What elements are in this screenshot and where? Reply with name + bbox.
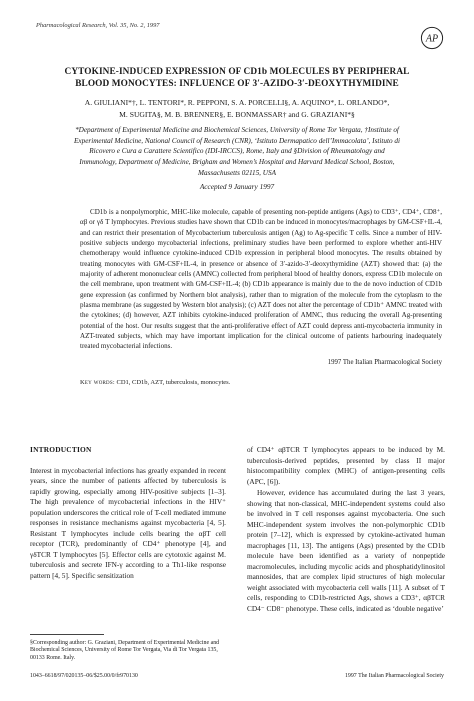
- authors-line-2: M. SUGITA§, M. B. BRENNER§, E. BONMASSAR† and G. GRAZIANI*§: [119, 109, 355, 119]
- affiliations: [34, 125, 440, 179]
- footer-code: 1043–6618/97/020135–06/$25.00/0/fr970130: [30, 673, 138, 679]
- affiliation-line-2: Experimental Medicine, National Council of Research (CNR), ‘Istituto Dermapatico dell’Immacolata’, Istituto di: [74, 136, 400, 145]
- abstract-copyright: 1997 The Italian Pharmacological Society: [327, 359, 442, 366]
- intro-paragraph-2: of CD4⁺ αβTCR T lymphocytes appears to be induced by M. tuberculosis-derived peptides, presented by class II major histocompatibility complex (MHC) of antigen-presenting cells (APC, [6]).: [247, 445, 445, 486]
- author-list: [30, 97, 444, 120]
- section-heading-introduction: INTRODUCTION: [30, 445, 92, 454]
- title-line-2: BLOOD MONOCYTES: INFLUENCE OF 3′-AZIDO-3′-DEOXYTHYMIDINE: [75, 78, 399, 89]
- affiliation-line-5: Massachusetts 02115, USA: [198, 168, 276, 177]
- publisher-logo-icon: [420, 26, 444, 50]
- corresponding-author-footnote: §Corresponding author: G. Graziani, Department of Experimental Medicine and Biochemical Sciences, University of Rome Tor Vergata, Via di Tor Vergata 135, 00133 Rome. Italy.: [30, 640, 220, 661]
- affiliation-line-3: Ricovero e Cura a Carattere Scientifico (IDI-IRCCS), Rome, Italy and §Division of Rheumatology and: [89, 147, 385, 156]
- journal-header: Pharmacological Research, Vol. 35, No. 2, 1997: [36, 22, 160, 29]
- title-line-1: CYTOKINE-INDUCED EXPRESSION OF CD1b MOLECULES BY PERIPHERAL: [64, 67, 410, 77]
- right-column: [247, 445, 445, 614]
- keywords-label: Key words:: [80, 379, 115, 386]
- keywords-list: CD1, CD1b, AZT, tuberculosis, monocytes.: [116, 379, 231, 386]
- accepted-date: Accepted 9 January 1997: [199, 182, 275, 191]
- affiliation-line-1: *Department of Experimental Medicine and Biochemical Sciences, University of Rome Tor Vergata, †Institute of: [75, 126, 399, 134]
- article-title: [30, 67, 444, 91]
- abstract-text: CD1b is a nonpolymorphic, MHC-like molecule, capable of presenting non-peptide antigens (Ags) to CD3⁺, CD4⁺, CD8⁺, αβ or γδ T lymphocytes. Previous studies have shown that CD1b can be induced in monocytes/macrophages by GM-CSF+IL-4, and can restrict their presentation of Mycobacterium tuberculosis antigen (Ag) to Ag-specific T cells. Since a number of HIV-positive subjects undergo mycobacterial infections, preliminary studies have been performed to explore whether anti-HIV chemotherapy would influence cytokine-induced CD1b expression in peripheral blood monocytes. The results obtained by treating monocytes with GM-CSF+IL-4, in presence or absence of 3′-azido-3′-deoxythymidine (AZT) showed that: (a) the majority of adherent mononuclear cells (AMNC) collected from peripheral blood of healthy donors, express CD1b molecule on the cell membrane, upon treatment with GM-CSF+IL-4; (b) CD1b appearance is mainly due to the de novo induction of CD1b gene expression (as confirmed by Northern blot analysis), rather than to migration of the molecule from the cytoplasm to the plasma membrane (as suggested by Western blot analysis); (c) AZT does not alter the percentage of CD1b⁺ AMNC treated with the cytokines; (d) however, AZT inhibits cytokine-induced proliferation of AMNC, thus reducing the overall Ag-presenting potential of the host. Our results suggest that the anti-proliferative effect of AZT could depress anti-mycobacteria immunity in AZT-treated subjects, which may have important implication for the clinical outcome of patients harbouring inadequately treated mycobacterial infections.: [80, 208, 442, 351]
- affiliation-line-4: Immunology, Department of Medicine, Brigham and Women’s Hospital and Harvard Medical School, Boston,: [79, 158, 395, 167]
- keywords: [80, 379, 442, 386]
- footer-copyright: 1997 The Italian Pharmacological Society: [344, 673, 444, 679]
- footnote-divider: [30, 634, 104, 635]
- intro-paragraph-1: Interest in mycobacterial infections has greatly expanded in recent years, since the number of patients affected by tuberculosis is rapidly growing, especially among HIV-positive subjects [1–3]. The high prevalence of mycobacterial infections in the HIV⁺ population underscores the critical role of T-cell mediated immune responses in resistance mechanisms against mycobacteria [4, 5]. Resistant T lymphocytes include cells bearing the αβT cell receptor (TCR), predominantly of CD4⁺ phenotype [4], and γδTCR T lymphocytes [5]. Effector cells are cytotoxic against M. tuberculosis and secrete IFN-γ according to a Th1-like response pattern [4, 5]. Specific sensitization: [30, 465, 226, 580]
- left-column: [30, 445, 226, 581]
- logo-glyph: AP: [425, 33, 439, 45]
- intro-paragraph-3: However, evidence has accumulated during the last 3 years, showing that non-classical, MHC-independent systems could also be involved in T cell responses against mycobacteria. One such MHC-independent system involves the non-polymorphic CD1b protein [7–12], which is expressed by cytokine-activated human macrophages [11, 13]. The antigens (Ags) presented by the CD1b molecule have been identified as a variety of nonpeptide macromolecules, including mycolic acids and phosphatidylinositol mannosides, that are complex lipid structures of high molecular weight associated with mycobacteria cell walls [11]. A subset of T cells, responding to CD1b-restricted Ags, shows a CD3⁺, αβTCR CD4⁻ CD8⁻ phenotype. These cells, indicated as ‘double negative’: [247, 488, 445, 613]
- authors-line-1: A. GIULIANI*†, L. TENTORI*, R. PEPPONI, S. A. PORCELLI§, A. AQUINO*, L. ORLANDO*,: [84, 98, 390, 107]
